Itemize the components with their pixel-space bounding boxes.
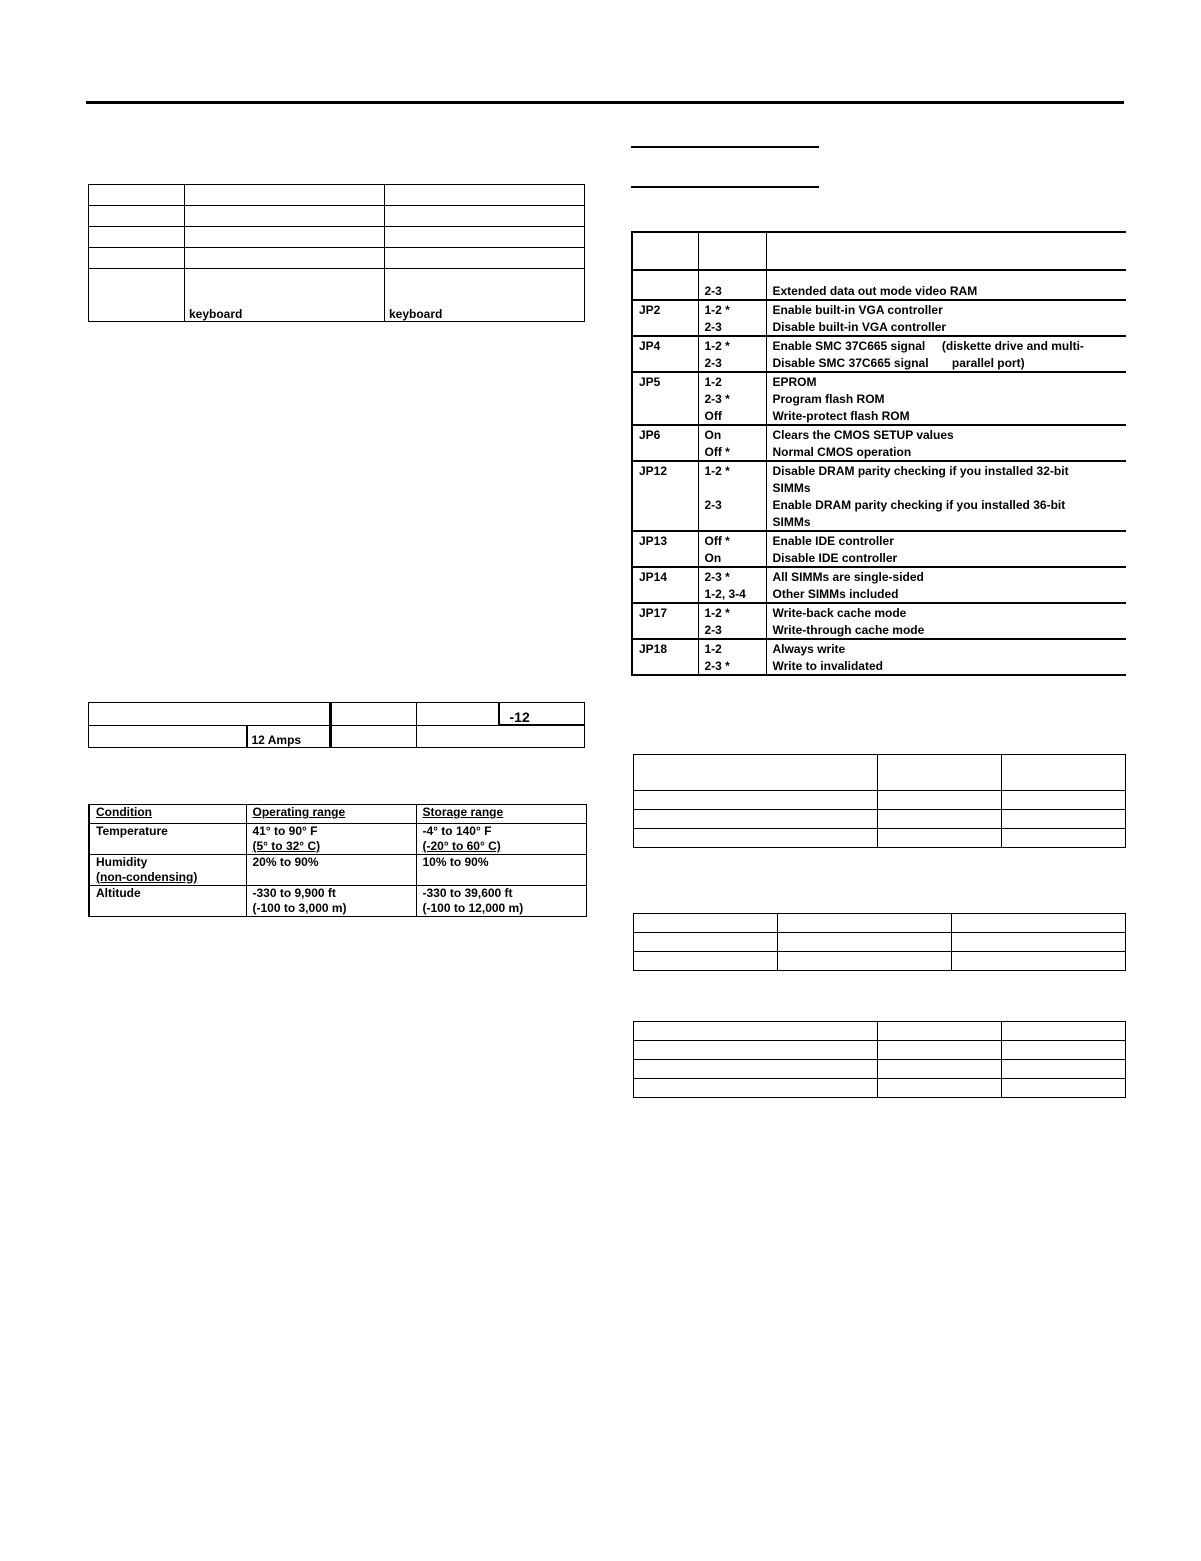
page-top-rule — [86, 101, 1124, 104]
table-row — [632, 549, 1126, 567]
jumper-function: Disable IDE controller — [766, 549, 1126, 567]
jumper-function: Write to invalidated — [766, 657, 1126, 675]
jumper-setting: 1-2 * — [698, 300, 766, 318]
table-row — [632, 300, 1126, 318]
jumper-setting: 2-3 * — [698, 390, 766, 407]
jumper-setting: 1-2 * — [698, 336, 766, 354]
jumper-id — [632, 407, 698, 425]
table-row — [632, 639, 1126, 657]
table-cell — [89, 248, 185, 269]
jumper-setting: 2-3 * — [698, 657, 766, 675]
table-row — [632, 496, 1126, 513]
jumper-setting: Off — [698, 407, 766, 425]
table-header-row — [89, 805, 586, 824]
jumper-function: Other SIMMs included — [766, 585, 1126, 603]
operating-cell: (5° to 32° C) — [246, 839, 416, 855]
table-row — [89, 886, 586, 902]
table-row — [632, 585, 1126, 603]
table-row — [632, 336, 1126, 354]
table-row — [89, 855, 586, 871]
jumper-id: JP2 — [632, 300, 698, 318]
keyboard-table — [88, 184, 585, 322]
jumper-id: JP5 — [632, 372, 698, 390]
table-row — [89, 248, 585, 269]
jumper-setting: 1-2, 3-4 — [698, 585, 766, 603]
operating-cell — [246, 870, 416, 886]
section-heading-rule-2 — [631, 186, 819, 188]
table-row — [632, 372, 1126, 390]
table-row — [632, 443, 1126, 461]
table-cell — [385, 206, 585, 227]
jumper-function: Always write — [766, 639, 1126, 657]
table-row — [632, 531, 1126, 549]
jumper-setting — [698, 513, 766, 531]
table-row — [634, 1060, 1126, 1079]
column-header: Operating range — [246, 805, 416, 824]
jumper-function: Enable SMC 37C665 signal (diskette drive and multi- — [766, 336, 1126, 354]
jumper-id: JP17 — [632, 603, 698, 621]
jumper-setting: 1-2 — [698, 372, 766, 390]
section-heading-rule-1 — [631, 146, 819, 148]
table-row — [634, 914, 1126, 933]
jumper-setting: On — [698, 549, 766, 567]
table-cell: keyboard — [185, 269, 385, 322]
spec-table-1 — [633, 754, 1126, 848]
table-row — [632, 567, 1126, 585]
table-row — [632, 603, 1126, 621]
spec-table-2 — [633, 913, 1126, 971]
table-cell — [385, 185, 585, 206]
jumper-settings-table — [631, 231, 1126, 676]
storage-cell: 10% to 90% — [416, 855, 586, 871]
jumper-function: Extended data out mode video RAM — [766, 270, 1126, 300]
jumper-id — [632, 513, 698, 531]
jumper-setting: 2-3 — [698, 270, 766, 300]
power-value: -12 — [499, 703, 585, 726]
table-row — [632, 354, 1126, 372]
power-table — [88, 702, 585, 748]
jumper-id — [632, 354, 698, 372]
table-row — [634, 829, 1126, 848]
table-row — [89, 901, 586, 917]
table-row — [89, 703, 585, 726]
table-row — [632, 461, 1126, 479]
spec-table-3 — [633, 1021, 1126, 1098]
jumper-function: Enable built-in VGA controller — [766, 300, 1126, 318]
table-row — [89, 870, 586, 886]
table-cell — [185, 185, 385, 206]
table-cell — [385, 248, 585, 269]
table-row — [634, 952, 1126, 971]
table-header-row — [634, 755, 1126, 791]
table-cell — [89, 185, 185, 206]
table-row — [89, 839, 586, 855]
storage-cell: (-20° to 60° C) — [416, 839, 586, 855]
jumper-function: Enable IDE controller — [766, 531, 1126, 549]
jumper-id: JP6 — [632, 425, 698, 443]
column-header: Condition — [89, 805, 246, 824]
condition-cell: Temperature — [89, 824, 246, 840]
jumper-setting: 2-3 * — [698, 567, 766, 585]
condition-cell: (non-condensing) — [89, 870, 246, 886]
storage-cell: (-100 to 12,000 m) — [416, 901, 586, 917]
storage-cell — [416, 870, 586, 886]
jumper-id: JP4 — [632, 336, 698, 354]
table-cell: keyboard — [385, 269, 585, 322]
jumper-function: Clears the CMOS SETUP values — [766, 425, 1126, 443]
jumper-function: Write-back cache mode — [766, 603, 1126, 621]
table-row — [89, 185, 585, 206]
jumper-function: Normal CMOS operation — [766, 443, 1126, 461]
jumper-function: Disable built-in VGA controller — [766, 318, 1126, 336]
jumper-id — [632, 585, 698, 603]
jumper-id: JP13 — [632, 531, 698, 549]
jumper-id — [632, 621, 698, 639]
jumper-id — [632, 443, 698, 461]
table-row — [632, 425, 1126, 443]
jumper-id — [632, 390, 698, 407]
power-value: 12 Amps — [247, 725, 331, 748]
jumper-setting: On — [698, 425, 766, 443]
table-row — [632, 657, 1126, 675]
jumper-setting: 1-2 — [698, 639, 766, 657]
table-cell — [89, 269, 185, 322]
jumper-setting: 2-3 — [698, 318, 766, 336]
storage-cell: -4° to 140° F — [416, 824, 586, 840]
jumper-function: Disable DRAM parity checking if you installed 32-bit — [766, 461, 1126, 479]
table-row — [89, 269, 585, 322]
operating-cell: 41° to 90° F — [246, 824, 416, 840]
table-row — [89, 227, 585, 248]
condition-cell — [89, 901, 246, 917]
jumper-id: JP14 — [632, 567, 698, 585]
table-cell — [89, 227, 185, 248]
table-cell — [185, 248, 385, 269]
jumper-function: Disable SMC 37C665 signal parallel port) — [766, 354, 1126, 372]
operating-cell: -330 to 9,900 ft — [246, 886, 416, 902]
jumper-function: All SIMMs are single-sided — [766, 567, 1126, 585]
condition-cell: Humidity — [89, 855, 246, 871]
table-row — [634, 1022, 1126, 1041]
jumper-id — [632, 657, 698, 675]
table-row — [634, 1079, 1126, 1098]
condition-cell — [89, 839, 246, 855]
jumper-setting: 2-3 — [698, 621, 766, 639]
table-row — [632, 318, 1126, 336]
table-cell — [185, 227, 385, 248]
environment-table — [88, 804, 587, 917]
table-row — [632, 407, 1126, 425]
condition-cell: Altitude — [89, 886, 246, 902]
table-row — [632, 479, 1126, 496]
table-row — [634, 810, 1126, 829]
jumper-setting: Off * — [698, 443, 766, 461]
jumper-function: SIMMs — [766, 479, 1126, 496]
table-row — [89, 824, 586, 840]
table-row — [632, 621, 1126, 639]
table-row — [89, 206, 585, 227]
jumper-function: Write-protect flash ROM — [766, 407, 1126, 425]
operating-cell: (-100 to 3,000 m) — [246, 901, 416, 917]
jumper-function: Enable DRAM parity checking if you installed 36-bit — [766, 496, 1126, 513]
jumper-id — [632, 549, 698, 567]
jumper-setting: 1-2 * — [698, 603, 766, 621]
operating-cell: 20% to 90% — [246, 855, 416, 871]
jumper-function: SIMMs — [766, 513, 1126, 531]
table-row — [89, 725, 585, 748]
column-header: Storage range — [416, 805, 586, 824]
table-cell — [89, 206, 185, 227]
table-row — [634, 791, 1126, 810]
jumper-id: JP12 — [632, 461, 698, 479]
jumper-id — [632, 318, 698, 336]
jumper-setting: Off * — [698, 531, 766, 549]
jumper-function: Write-through cache mode — [766, 621, 1126, 639]
storage-cell: -330 to 39,600 ft — [416, 886, 586, 902]
table-row — [632, 270, 1126, 300]
table-row — [632, 513, 1126, 531]
table-cell — [385, 227, 585, 248]
jumper-function: EPROM — [766, 372, 1126, 390]
table-row — [634, 933, 1126, 952]
jumper-id — [632, 479, 698, 496]
jumper-id: JP18 — [632, 639, 698, 657]
jumper-setting — [698, 479, 766, 496]
table-cell — [185, 206, 385, 227]
table-row — [632, 390, 1126, 407]
table-row — [634, 1041, 1126, 1060]
jumper-id — [632, 270, 698, 300]
jumper-setting: 2-3 — [698, 354, 766, 372]
table-header-row — [632, 232, 1126, 270]
jumper-id — [632, 496, 698, 513]
jumper-setting: 1-2 * — [698, 461, 766, 479]
jumper-function: Program flash ROM — [766, 390, 1126, 407]
jumper-setting: 2-3 — [698, 496, 766, 513]
